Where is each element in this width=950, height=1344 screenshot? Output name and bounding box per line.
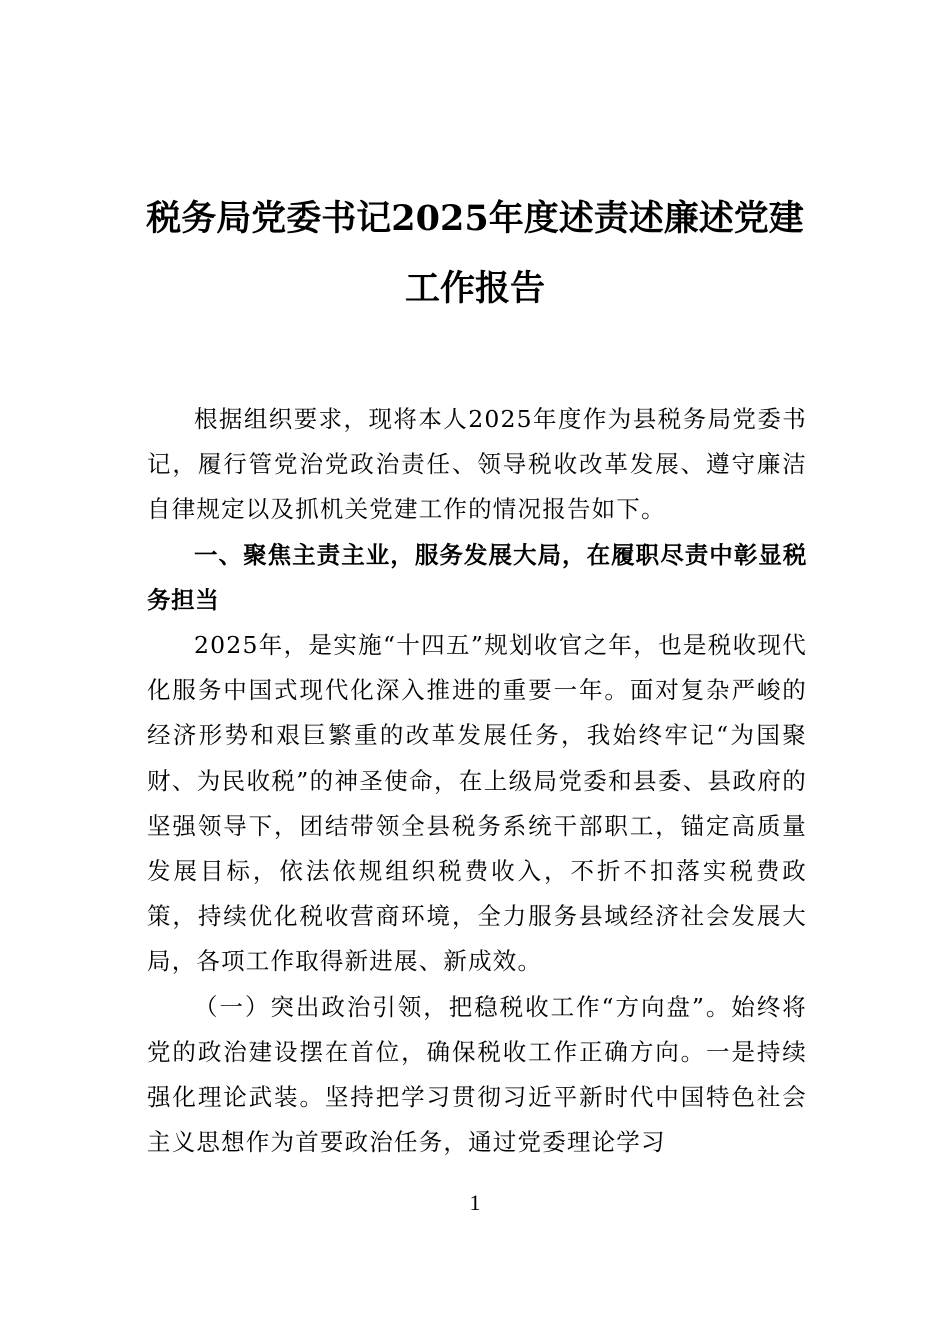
- body-paragraph-2: 2025年，是实施“十四五”规划收官之年，也是税收现代化服务中国式现代化深入推进的重要一年。面对复杂严峻的经济形势和艰巨繁重的改革发展任务，我始终牢记“为国聚财、为民收税”的神圣使命，在上级局党委和县委、县政府的坚强领导下，团结带领全县税务系统干部职工，锚定高质量发展目标，依法依规组织税费收入，不折不扣落实税费政策，持续优化税收营商环境，全力服务县域经济社会发展大局，各项工作取得新进展、新成效。: [147, 631, 807, 976]
- intro-paragraph: 根据组织要求，现将本人2025年度作为县税务局党委书记，履行管党治党政治责任、领导税收改革发展、遵守廉洁自律规定以及抓机关党建工作的情况报告如下。: [147, 405, 807, 524]
- document-title-line-1: 税务局党委书记2025年度述责述廉述党建: [146, 198, 804, 239]
- document-body: [147, 397, 807, 1165]
- document-title-line-2: 工作报告: [404, 268, 545, 309]
- section-heading-1: 一、聚焦主责主业，服务发展大局，在履职尽责中彰显税务担当: [147, 540, 807, 614]
- body-paragraph-3: （一）突出政治引领，把稳税收工作“方向盘”。始终将党的政治建设摆在首位，确保税收工作正确方向。一是持续强化理论武装。坚持把学习贯彻习近平新时代中国特色社会主义思想作为首要政治任务，通过党委理论学习: [147, 992, 807, 1157]
- page-number: 1: [469, 1190, 481, 1215]
